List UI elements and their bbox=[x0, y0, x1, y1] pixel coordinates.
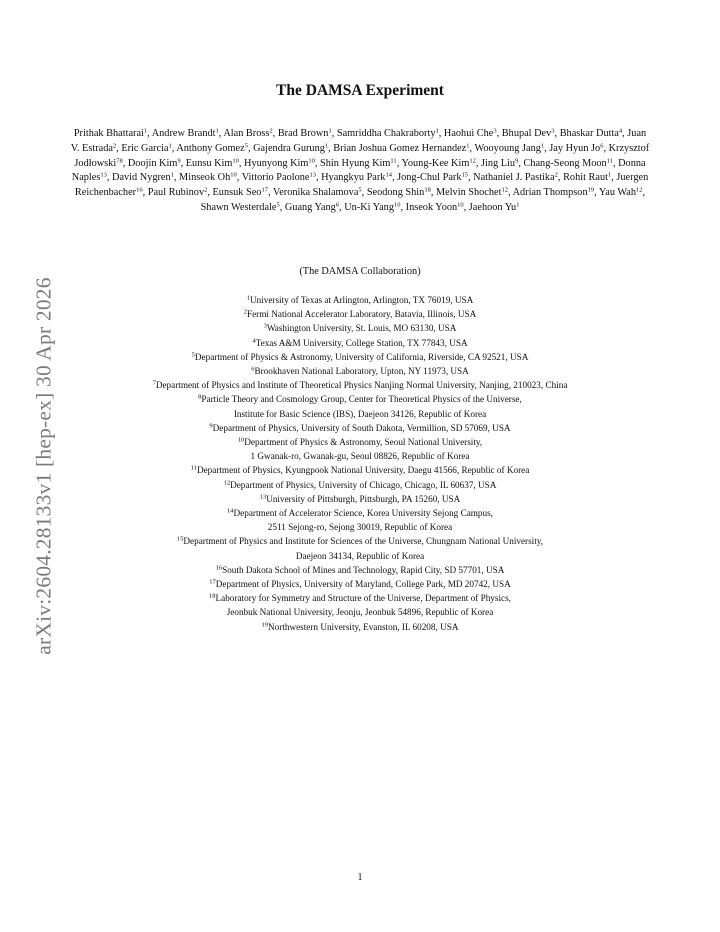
author-name: Yau Wah bbox=[598, 187, 636, 199]
affiliation-text: Particle Theory and Cosmology Group, Center for Theoretical Physics of the Universe, bbox=[201, 394, 522, 405]
affiliation-line bbox=[60, 307, 660, 321]
affiliation-line bbox=[60, 492, 660, 506]
affiliation-line bbox=[60, 449, 660, 463]
author bbox=[186, 158, 239, 169]
author bbox=[502, 128, 555, 139]
author-affiliation-mark: 2 bbox=[554, 171, 558, 179]
author-affiliation-mark: 18 bbox=[424, 186, 431, 194]
author-name: Eunsuk Seo bbox=[212, 187, 262, 199]
author-affiliation-mark: 1 bbox=[143, 127, 148, 135]
author bbox=[474, 143, 544, 154]
author-name: Adrian Thompson bbox=[512, 187, 588, 199]
author-name: Shin Hyung Kim bbox=[320, 157, 391, 169]
affiliation-text: Laboratory for Symmetry and Structure of the Universe, Department of Physics, bbox=[215, 593, 511, 604]
author bbox=[401, 158, 475, 169]
author bbox=[473, 172, 558, 183]
affiliation-line bbox=[60, 506, 660, 520]
affiliation-text: Brookhaven National Laboratory, Upton, NY 11973, USA bbox=[254, 366, 469, 377]
author bbox=[273, 187, 362, 198]
affiliation-number: 9 bbox=[209, 422, 213, 430]
author-affiliation-mark: 10 bbox=[308, 157, 315, 165]
author bbox=[201, 202, 280, 213]
author-name: Jaehoon Yu bbox=[468, 201, 517, 213]
author-name: Melvin Shochet bbox=[435, 187, 502, 199]
author bbox=[112, 172, 174, 183]
affiliation-line bbox=[60, 321, 660, 335]
affiliation-line bbox=[60, 421, 660, 435]
affiliation-line bbox=[60, 378, 660, 392]
author-affiliation-mark: 9 bbox=[515, 157, 519, 165]
author-affiliation-mark: 1 bbox=[215, 127, 219, 135]
author-name: Donna Naples bbox=[71, 157, 646, 184]
affiliation-line bbox=[60, 364, 660, 378]
author-name: Hyangkyu Park bbox=[321, 172, 386, 184]
author bbox=[321, 172, 392, 183]
affiliation-number: 15 bbox=[176, 535, 184, 543]
affiliation-number: 11 bbox=[190, 464, 197, 472]
affiliation-text: Department of Physics, University of South Dakota, Vermillion, SD 57069, USA bbox=[212, 422, 511, 433]
author-name: Wooyoung Jang bbox=[474, 142, 541, 154]
affiliation-text: Daejeon 34134, Republic of Korea bbox=[295, 550, 425, 561]
affiliation-number: 14 bbox=[227, 507, 234, 515]
author-name: Jay Hyun Jo bbox=[549, 142, 601, 154]
author-name: Samriddha Chakraborty bbox=[336, 128, 436, 139]
author-name: Andrew Brandt bbox=[151, 128, 216, 139]
affiliation-text: Department of Physics, University of Maryland, College Park, MD 20742, USA bbox=[215, 579, 511, 590]
affiliation-number: 4 bbox=[252, 337, 256, 345]
author-name: Minseok Oh bbox=[179, 172, 231, 184]
author-affiliation-mark: 1 bbox=[607, 171, 612, 179]
affiliation-text: Northwestern University, Evanston, IL 60208, USA bbox=[268, 621, 459, 632]
affiliation-number: 19 bbox=[261, 621, 269, 629]
affiliation-number: 1 bbox=[246, 294, 250, 302]
affiliation-line bbox=[60, 407, 660, 421]
author-name: Un-Ki Yang bbox=[344, 201, 394, 213]
author-name: Anthony Gomez bbox=[176, 142, 245, 154]
author-name: Juergen Reichenbacher bbox=[74, 172, 649, 199]
affiliation-line bbox=[60, 534, 660, 548]
author bbox=[242, 172, 316, 183]
author bbox=[285, 202, 339, 213]
affiliation-line bbox=[60, 563, 660, 577]
affiliation-number: 6 bbox=[251, 365, 255, 373]
author-affiliation-mark: 9 bbox=[177, 157, 181, 165]
affiliation-number: 7 bbox=[152, 379, 156, 387]
author-name: Doojin Kim bbox=[127, 157, 178, 169]
author-name: Alan Bross bbox=[223, 128, 270, 139]
author-name: Jing Liu bbox=[481, 157, 516, 169]
author bbox=[436, 187, 508, 198]
affiliation-text: Texas A&M University, College Station, TX 77843, USA bbox=[255, 337, 468, 348]
affiliation-number: 12 bbox=[223, 479, 231, 487]
author-name: Eric Garcia bbox=[121, 142, 169, 154]
author-name: Seodong Shin bbox=[366, 187, 425, 199]
affiliation-line bbox=[60, 620, 660, 634]
author-name: Nathaniel J. Pastika bbox=[473, 172, 555, 184]
affiliation-text: Fermi National Accelerator Laboratory, Batavia, Illinois, USA bbox=[246, 309, 477, 320]
affiliation-number: 10 bbox=[237, 436, 245, 444]
author-affiliation-mark: 3 bbox=[551, 127, 555, 135]
author-name: Chang-Seong Moon bbox=[523, 157, 607, 169]
author-affiliation-mark: 1 bbox=[466, 142, 470, 150]
affiliation-text: Department of Physics, Kyungpook National University, Daegu 41566, Republic of Korea bbox=[196, 465, 530, 476]
author-name: Rohit Raut bbox=[563, 172, 608, 184]
author-name: Veronika Shalamova bbox=[272, 187, 359, 199]
author bbox=[563, 172, 611, 183]
affiliation-text: Washington University, St. Louis, MO 63130, USA bbox=[266, 323, 457, 334]
author-affiliation-mark: 1 bbox=[516, 201, 520, 209]
author-affiliation-mark: 11 bbox=[606, 157, 613, 165]
affiliation-line bbox=[60, 463, 660, 477]
author-affiliation-mark: 13 bbox=[309, 171, 316, 179]
affiliation-line bbox=[60, 605, 660, 619]
author bbox=[599, 187, 643, 198]
affiliation-text: Department of Physics & Astronomy, Seoul National University, bbox=[244, 437, 483, 448]
author-name: Eunsu Kim bbox=[185, 157, 233, 169]
affiliation-line bbox=[60, 577, 660, 591]
author bbox=[444, 128, 497, 139]
affiliation-line bbox=[60, 549, 660, 563]
affiliation-text: Institute for Basic Science (IBS), Daejeon 34126, Republic of Korea bbox=[233, 408, 487, 419]
affiliation-line bbox=[60, 435, 660, 449]
author-affiliation-mark: 2 bbox=[112, 142, 117, 150]
author-affiliation-mark: 2 bbox=[204, 186, 208, 194]
author bbox=[397, 172, 468, 183]
author bbox=[337, 128, 439, 139]
author-name: Haohui Che bbox=[443, 128, 494, 139]
author bbox=[213, 187, 268, 198]
author-affiliation-mark: 19 bbox=[587, 186, 595, 194]
author-affiliation-mark: 1 bbox=[540, 142, 545, 150]
author bbox=[74, 128, 147, 139]
author-name: Paul Rubinov bbox=[147, 187, 205, 199]
author-name: Brian Joshua Gomez Hernandez bbox=[333, 142, 467, 154]
author-list: Prithak Bhattarai$^1$, Andrew Brandt$^1$, Alan Bross$^2$, Brad Brown$^1$, Samriddha Chakraborty$^1$, Haohui Che$^3$, Bhupal Dev$^3$, Bhaskar Dutta$^4$, Juan V. Estrada$^2$, Eric Garcia$^1$, Anthony Gomez$^5$, Gajendra Gurung$^1$, Brian Joshua Gomez Hernandez$^1$, Wooyoung Jang$^1$, Jay Hyun Jo$^6$, Krzysztof Jodłowski$^{78}$, Doojin Kim$^9$, Eunsu Kim$^{10}$, Hyunyong Kim$^{10}$, Shin Hyung Kim$^{11}$, Young-Kee Kim$^{12}$, Jing Liu$^9$, Chang-Seong Moon$^{11}$, Donna Naples$^{13}$, David Nygren$^1$, Minseok Oh$^{10}$, Vittorio Paolone$^{13}$, Hyangkyu Park$^{14}$, Jong-Chul Park$^{15}$, Nathaniel J. Pastika$^2$, Rohit Raut$^1$, Juergen Reichenbacher$^{16}$, Paul Rubinov$^2$, Eunsuk Seo$^{17}$, Veronika Shalamova$^5$, Seodong Shin$^{18}$, Melvin Shochet$^{12}$, Adrian Thompson$^{19}$, Yau Wah$^{12}$, Shawn Westerdale$^5$, Guang Yang$^6$, Un-Ki Yang$^{10}$, Inseok Yoon$^{10}$, Jaehoon Yu$^1$ bbox=[70, 127, 650, 213]
affiliation-text: 2511 Sejong-ro, Sejong 30019, Republic of Korea bbox=[267, 522, 453, 533]
author bbox=[179, 172, 237, 183]
affiliation-text: Department of Physics and Institute for Sciences of the Universe, Chungnam National University, bbox=[183, 536, 544, 547]
page-number: 1 bbox=[357, 872, 363, 883]
author-name: Prithak Bhattarai bbox=[73, 128, 144, 139]
author bbox=[469, 202, 520, 213]
affiliation-line bbox=[60, 350, 660, 364]
author-affiliation-mark: 10 bbox=[230, 171, 237, 179]
author bbox=[253, 143, 328, 154]
author-name: Bhaskar Dutta bbox=[559, 128, 619, 139]
author-affiliation-mark: 4 bbox=[618, 127, 623, 135]
author-affiliation-mark: 11 bbox=[390, 157, 397, 165]
author-affiliation-mark: 10 bbox=[393, 201, 401, 209]
author-name: Guang Yang bbox=[284, 201, 336, 213]
author bbox=[560, 128, 622, 139]
author-affiliation-mark: 6 bbox=[335, 201, 340, 209]
author bbox=[152, 128, 219, 139]
author bbox=[176, 143, 248, 154]
author bbox=[513, 187, 595, 198]
affiliation-text: Department of Physics & Astronomy, University of California, Riverside, CA 92521, USA bbox=[194, 351, 529, 362]
collaboration-name: (The DAMSA Collaboration) bbox=[299, 266, 421, 277]
affiliation-number: 18 bbox=[209, 592, 216, 600]
author-affiliation-mark: 5 bbox=[276, 201, 280, 209]
author bbox=[344, 202, 400, 213]
author-name: David Nygren bbox=[112, 172, 171, 184]
affiliation-line bbox=[60, 478, 660, 492]
author bbox=[406, 202, 464, 213]
author bbox=[333, 143, 469, 154]
author-affiliation-mark: 17 bbox=[261, 186, 268, 194]
affiliation-text: South Dakota School of Mines and Technology, Rapid City, SD 57701, USA bbox=[222, 564, 505, 575]
author-name: Vittorio Paolone bbox=[241, 172, 310, 184]
author-affiliation-mark: 10 bbox=[457, 201, 464, 209]
author-affiliation-mark: 12 bbox=[469, 157, 476, 165]
author-affiliation-mark: 16 bbox=[136, 186, 143, 194]
affiliation-text: 1 Gwanak-ro, Gwanak-gu, Seoul 08826, Republic of Korea bbox=[250, 451, 470, 462]
author-affiliation-mark: 12 bbox=[636, 186, 643, 194]
author bbox=[148, 187, 208, 198]
affiliation-text: Department of Accelerator Science, Korea University Sejong Campus, bbox=[233, 508, 493, 519]
author bbox=[121, 143, 171, 154]
paper-title: The DAMSA Experiment bbox=[276, 82, 444, 99]
author-affiliation-mark: 5 bbox=[358, 186, 362, 194]
author bbox=[481, 158, 518, 169]
affiliation-number: 5 bbox=[191, 351, 195, 359]
author bbox=[367, 187, 431, 198]
author-name: Juan V. Estrada bbox=[70, 128, 647, 154]
affiliation-line bbox=[60, 520, 660, 534]
author-name: Krzysztof Jodłowski bbox=[74, 142, 650, 169]
author-name: Inseok Yoon bbox=[405, 201, 458, 213]
author-affiliation-mark: 2 bbox=[269, 127, 273, 135]
affiliation-line bbox=[60, 336, 660, 350]
author bbox=[128, 158, 181, 169]
author-name: Jong-Chul Park bbox=[397, 172, 462, 184]
author bbox=[244, 158, 315, 169]
author-affiliation-mark: 10 bbox=[232, 157, 239, 165]
author-affiliation-mark: 78 bbox=[116, 157, 123, 165]
author bbox=[223, 128, 272, 139]
author-affiliation-mark: 1 bbox=[170, 171, 174, 179]
affiliation-number: 16 bbox=[215, 564, 223, 572]
author bbox=[549, 143, 603, 154]
affiliation-number: 13 bbox=[259, 493, 267, 501]
author-affiliation-mark: 1 bbox=[324, 142, 329, 150]
author bbox=[320, 158, 397, 169]
author-name: Young-Kee Kim bbox=[401, 157, 470, 169]
affiliation-text: University of Pittsburgh, Pittsburgh, PA 15260, USA bbox=[266, 493, 461, 504]
affiliation-line bbox=[60, 293, 660, 307]
author-affiliation-mark: 12 bbox=[501, 186, 508, 194]
author-affiliation-mark: 14 bbox=[385, 171, 392, 179]
affiliation-text: Department of Physics and Institute of Theoretical Physics Nanjing Normal University, Nanjing, 210023, China bbox=[155, 380, 568, 391]
affiliation-list bbox=[60, 293, 660, 634]
affiliation-text: University of Texas at Arlington, Arlington, TX 76019, USA bbox=[249, 295, 474, 305]
arxiv-identifier-stamp: arXiv:2604.28133v1 [hep-ex] 30 Apr 2026 bbox=[31, 277, 56, 655]
affiliation-text: Jeonbuk National University, Jeonju, Jeonbuk 54896, Republic of Korea bbox=[226, 607, 494, 618]
affiliation-number: 17 bbox=[209, 578, 216, 586]
affiliation-number: 3 bbox=[263, 322, 267, 330]
affiliation-text: Department of Physics, University of Chicago, Chicago, IL 60637, USA bbox=[230, 479, 497, 490]
author-name: Hyunyong Kim bbox=[244, 157, 309, 169]
author-name: Gajendra Gurung bbox=[253, 142, 325, 154]
author-name: Bhupal Dev bbox=[501, 128, 552, 139]
author-affiliation-mark: 1 bbox=[435, 127, 439, 135]
author-affiliation-mark: 1 bbox=[328, 127, 332, 135]
affiliation-line bbox=[60, 392, 660, 406]
author-name: Shawn Westerdale bbox=[200, 201, 277, 213]
author bbox=[523, 158, 613, 169]
author-affiliation-mark: 1 bbox=[168, 142, 172, 150]
author-affiliation-mark: 15 bbox=[461, 171, 468, 179]
author-affiliation-mark: 6 bbox=[600, 142, 604, 150]
author-affiliation-mark: 5 bbox=[244, 142, 248, 150]
author bbox=[278, 128, 332, 139]
author-affiliation-mark: 3 bbox=[493, 127, 497, 135]
author-name: Brad Brown bbox=[277, 128, 329, 139]
author-affiliation-mark: 13 bbox=[100, 171, 107, 179]
affiliation-number: 8 bbox=[198, 393, 202, 401]
affiliation-number: 2 bbox=[243, 308, 247, 316]
affiliation-line bbox=[60, 591, 660, 605]
